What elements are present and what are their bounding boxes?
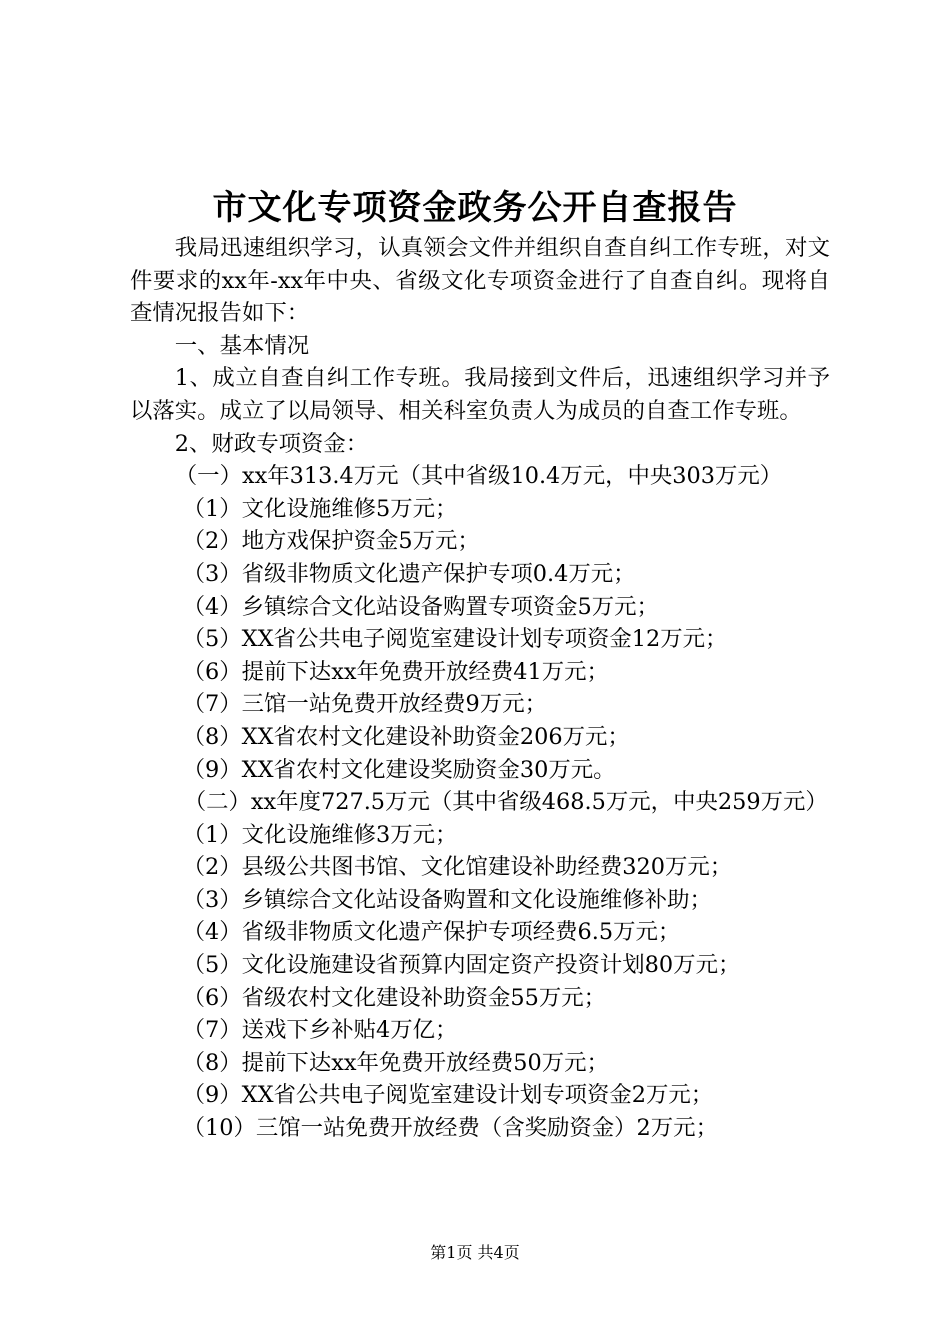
- list-item: （2）地方戏保护资金5万元；: [182, 528, 480, 555]
- document-body: [130, 232, 830, 1145]
- list-item: （1）文化设施维修5万元；: [182, 495, 458, 522]
- list-item: （6）提前下达xx年免费开放经费41万元；: [182, 658, 609, 685]
- list-item: 2、财政专项资金：: [174, 430, 369, 457]
- list-item: （4）省级非物质文化遗产保护专项经费6.5万元；: [182, 919, 681, 946]
- group-heading: （一）xx年313.4万元（其中省级10.4万元，中央303万元）: [174, 463, 783, 490]
- document-title: 市文化专项资金政务公开自查报告: [212, 188, 738, 228]
- list-item: （8）XX省农村文化建设补助资金206万元；: [182, 723, 630, 750]
- group-heading: （二）xx年度727.5万元（其中省级468.5万元，中央259万元）: [183, 789, 828, 816]
- list-item: 1、成立自查自纠工作专班。我局接到文件后，迅速组织学习并予以落实。成立了以局领导、相关科室负责人为成员的自查工作专班。: [130, 365, 830, 424]
- page-number-footer: 第1页 共4页: [430, 1243, 520, 1262]
- list-item: （7）三馆一站免费开放经费9万元；: [182, 691, 547, 718]
- list-item: （6）省级农村文化建设补助资金55万元；: [182, 984, 607, 1011]
- section-heading: 一、基本情况: [174, 332, 310, 359]
- list-item: （9）XX省公共电子阅览室建设计划专项资金2万元；: [182, 1082, 714, 1109]
- list-item: （7）送戏下乡补贴4万亿；: [182, 1017, 458, 1044]
- list-item: （8）提前下达xx年免费开放经费50万元；: [182, 1049, 609, 1076]
- list-item: （2）县级公共图书馆、文化馆建设补助经费320万元；: [182, 854, 733, 881]
- list-item: （3）省级非物质文化遗产保护专项0.4万元；: [182, 560, 636, 587]
- list-item: （3）乡镇综合文化站设备购置和文化设施维修补助；: [182, 886, 712, 913]
- intro-paragraph: 我局迅速组织学习，认真领会文件并组织自查自纠工作专班，对文件要求的xx年-xx年中央、省级文化专项资金进行了自查自纠。现将自查情况报告如下：: [130, 235, 830, 327]
- list-item: （4）乡镇综合文化站设备购置专项资金5万元；: [182, 593, 659, 620]
- list-item: （5）文化设施建设省预算内固定资产投资计划80万元；: [182, 952, 741, 979]
- list-item: （1）文化设施维修3万元；: [182, 821, 458, 848]
- list-item: （9）XX省农村文化建设奖励资金30万元。: [182, 756, 616, 783]
- list-item: （5）XX省公共电子阅览室建设计划专项资金12万元；: [182, 626, 728, 653]
- list-item: （10）三馆一站免费开放经费（含奖励资金）2万元；: [182, 1115, 718, 1142]
